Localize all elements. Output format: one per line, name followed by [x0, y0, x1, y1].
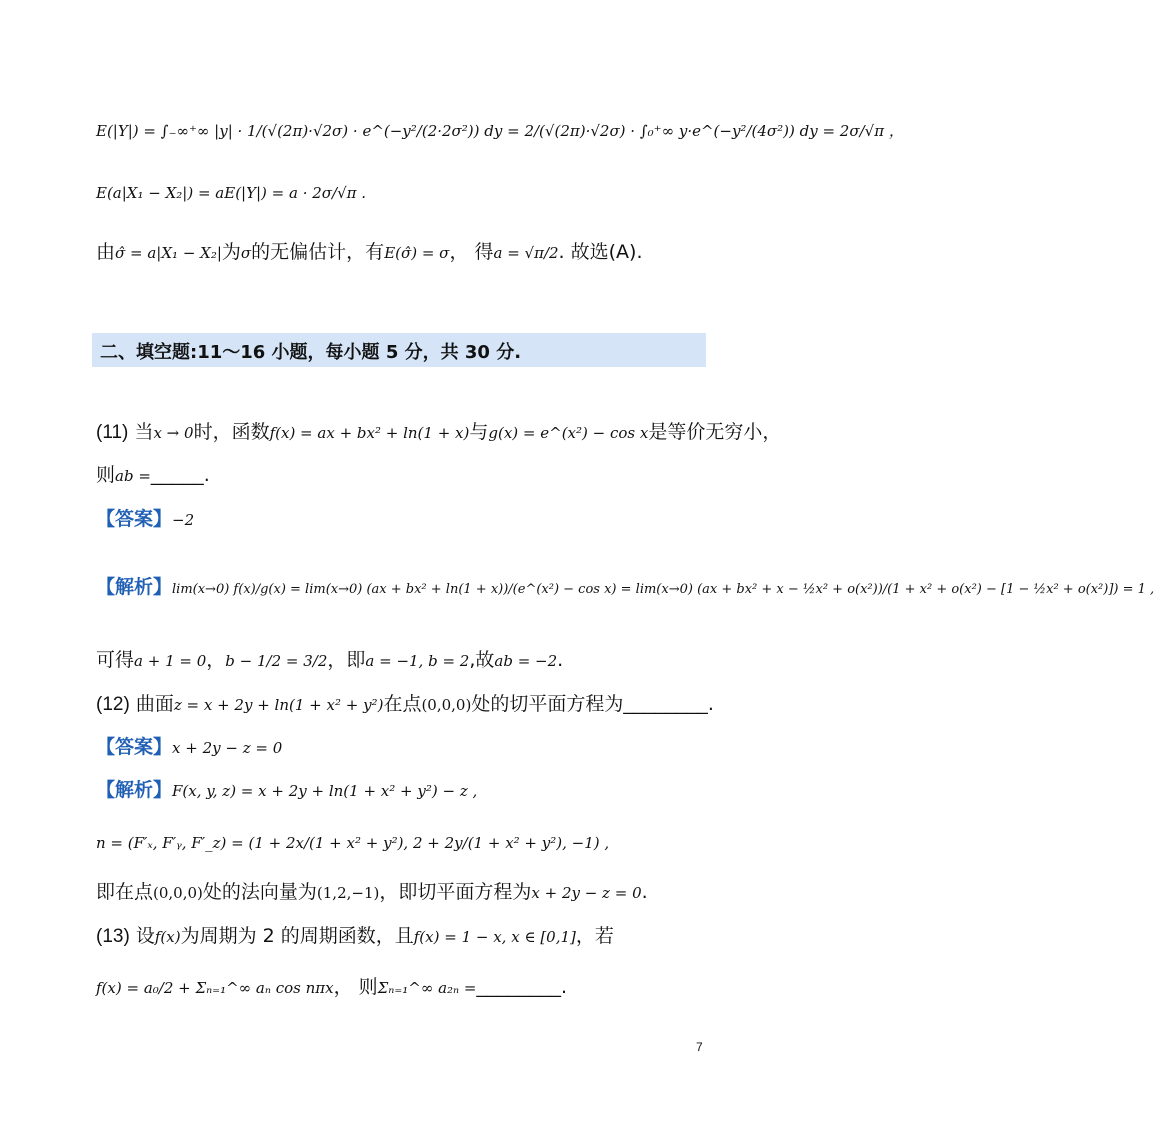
- q12-statement: (12) 曲面z = x + 2y + ln(1 + x² + y²)在点(0,0,0)处的切平面方程为________.: [96, 693, 714, 715]
- q13-statement: (13) 设f(x)为周期为 2 的周期函数，且f(x) = 1 − x, x ∈ [0,1]，若: [96, 925, 614, 947]
- answer-label: 【答案】: [96, 736, 173, 758]
- section-header: [92, 333, 706, 367]
- q11-answer: 【答案】−2: [96, 508, 195, 530]
- q11-statement-cont: 则ab =_____.: [96, 464, 210, 486]
- q13-blank: ________: [476, 977, 562, 998]
- q12-conclusion: 即在点(0,0,0)处的法向量为(1,2,−1)，即切平面方程为x + 2y − z = 0.: [96, 881, 648, 903]
- q12-analysis: 【解析】F(x, y, z) = x + 2y + ln(1 + x² + y²) − z ,: [96, 779, 478, 801]
- conclusion-line: 由σ̂ = a|X₁ − X₂|为σ的无偏估计，有E(σ̂) = σ， 得a = √π/2. 故选(A).: [96, 241, 643, 263]
- q11-statement: (11) 当x → 0时，函数f(x) = ax + bx² + ln(1 + x)与g(x) = e^(x²) − cos x是等价无穷小，: [96, 421, 782, 443]
- expectation-a-diff-equation: E(a|X₁ − X₂|) = aE(|Y|) = a · 2σ/√π .: [96, 184, 367, 202]
- page-number: 7: [696, 1040, 703, 1054]
- expectation-abs-y-equation: E(|Y|) = ∫₋∞⁺∞ |y| · 1/(√(2π)·√2σ) · e^(−y²/(2·2σ²)) dy = 2/(√(2π)·√2σ) · ∫₀⁺∞ y·e^(−y²/(4σ²)) dy = 2σ/√π ，: [96, 122, 904, 140]
- q12-normal-vector: n = (F′ₓ, F′ᵧ, F′_z) = (1 + 2x/(1 + x² + y²), 2 + 2y/(1 + x² + y²), −1) ,: [96, 834, 610, 852]
- q11-blank: _____: [150, 465, 204, 486]
- q12-blank: ________: [623, 694, 708, 715]
- q11-analysis: 【解析】lim(x→0) f(x)/g(x) = lim(x→0) (ax + bx² + ln(1 + x))/(e^(x²) − cos x) = lim(x→0) (ax + bx² + x − ½x² + o(x²))/(1 + x² + o(x²) − [1 − ½x² + o(x²)]) = 1 ,: [96, 576, 1154, 598]
- analysis-label: 【解析】: [96, 576, 173, 598]
- q13-series: f(x) = a₀/2 + Σₙ₌₁^∞ aₙ cos nπx， 则Σₙ₌₁^∞ a₂ₙ =________.: [96, 976, 568, 998]
- section-title: 二、填空题:11～16 小题，每小题 5 分，共 30 分.: [100, 342, 522, 363]
- answer-label: 【答案】: [96, 508, 173, 530]
- q11-derivation: 可得a + 1 = 0，b − 1/2 = 3/2，即a = −1, b = 2,故ab = −2.: [96, 649, 564, 671]
- analysis-label: 【解析】: [96, 779, 173, 801]
- q12-answer: 【答案】x + 2y − z = 0: [96, 736, 283, 758]
